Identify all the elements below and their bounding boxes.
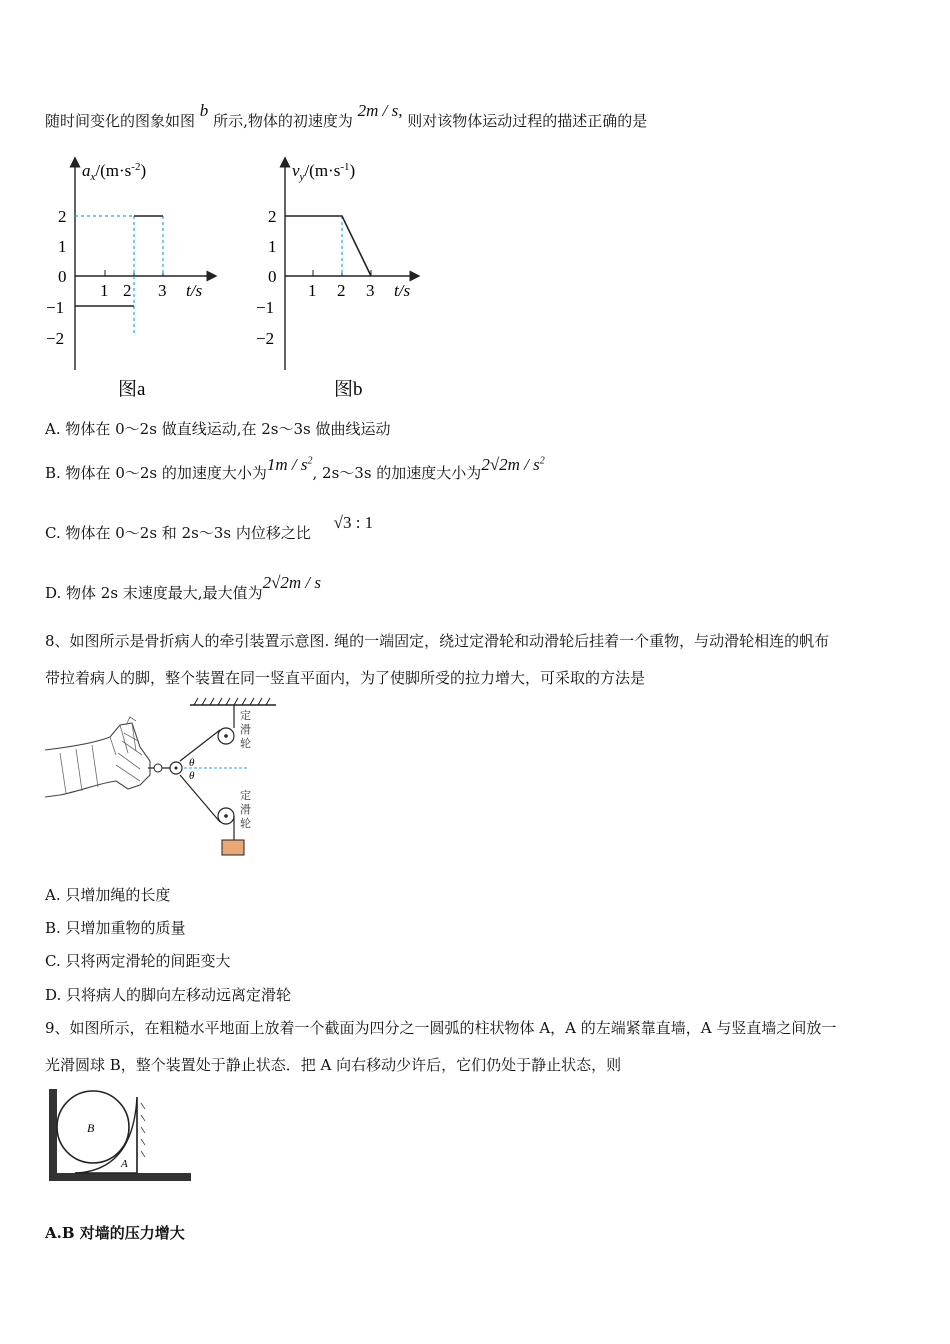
- graph-b-xtick: 2: [337, 281, 346, 300]
- q8-option-c: C. 只将两定滑轮的间距变大: [45, 952, 231, 970]
- graph-b-caption: 图b: [334, 379, 363, 400]
- q7-intro: [45, 101, 648, 131]
- graph-b-ytick: 1: [268, 237, 277, 256]
- q7-option-b-text-2: , 2s～3s 的加速度大小为: [312, 464, 482, 482]
- q7-option-c: [45, 513, 374, 543]
- ball-b-label: B: [87, 1121, 95, 1135]
- graph-b-ytick: 0: [268, 267, 277, 286]
- q7-intro-speed: 2m / s,: [357, 101, 403, 120]
- graph-b-xlabel: t/s: [394, 281, 411, 300]
- weight-block: [222, 840, 244, 855]
- q7-option-a: A. 物体在 0～2s 做直线运动,在 2s～3s 做曲线运动: [45, 420, 391, 438]
- q9-option-a: A.B 对墙的压力增大: [45, 1224, 185, 1242]
- ground: [49, 1173, 191, 1181]
- graph-a-xtick: 2: [123, 281, 132, 300]
- q7-option-c-text: C. 物体在 0～2s 和 2s～3s 内位移之比: [45, 524, 311, 542]
- graph-a: [40, 150, 230, 405]
- graph-b-ytick: −1: [256, 298, 275, 317]
- lower-pulley-label: 滑: [240, 804, 251, 816]
- traction-diagram: [40, 695, 280, 865]
- graph-a-ytick: 1: [58, 237, 67, 256]
- graph-a-caption: 图a: [118, 379, 146, 400]
- q7-intro-d: 则对该物体运动过程的描述正确的是: [407, 112, 648, 130]
- lower-pulley-label: 定: [240, 790, 251, 802]
- q7-option-d-text: D. 物体 2s 末速度最大,最大值为: [45, 584, 263, 602]
- graph-b-line: [285, 216, 371, 276]
- q7-option-b-math-2: $2√2m / s^2$: [481, 455, 545, 474]
- graph-b-ytick: −2: [256, 329, 275, 348]
- q7-option-c-math: √3 : 1: [333, 513, 374, 532]
- graph-a-xlabel: t/s: [186, 281, 203, 300]
- q7-intro-a: 随时间变化的图象如图: [45, 112, 196, 130]
- q9-stem-line-2: 光滑圆球 B，整个装置处于静止状态．把 A 向右移动少许后，它们仍处于静止状态，则: [45, 1056, 622, 1074]
- graph-b-xtick: 3: [366, 281, 375, 300]
- graph-a-xtick: 1: [100, 281, 109, 300]
- graph-b-ytick: 2: [268, 207, 277, 226]
- upper-pulley-label: 滑: [240, 724, 251, 736]
- graph-b: [250, 150, 440, 405]
- q8-option-b: B. 只增加重物的质量: [45, 919, 186, 937]
- theta-label: θ: [189, 757, 195, 769]
- block-a-label: A: [121, 1158, 128, 1170]
- q7-option-b-text: B. 物体在 0～2s 的加速度大小为: [45, 464, 267, 482]
- upper-pulley-label: 定: [240, 710, 251, 722]
- q7-intro-b-letter: b: [199, 101, 209, 120]
- q7-option-d-math: 2√2m / s: [262, 573, 322, 592]
- graph-a-ytick: 0: [58, 267, 67, 286]
- graph-b-ylabel: $v_y/(m\cdot s^{-1})$: [292, 161, 356, 183]
- q8-option-d: D. 只将病人的脚向左移动远离定滑轮: [45, 986, 292, 1004]
- graph-b-xtick: 1: [308, 281, 317, 300]
- graph-a-ylabel: $a_x/(m\cdot s^{-2})$: [82, 161, 147, 183]
- graph-a-ytick: −2: [46, 329, 65, 348]
- wall: [49, 1089, 57, 1179]
- q7-option-d: [45, 573, 322, 603]
- q7-option-b: [45, 455, 545, 483]
- lower-pulley-label: 轮: [240, 818, 251, 830]
- q8-option-a: A. 只增加绳的长度: [45, 886, 171, 904]
- graph-a-xtick: 3: [158, 281, 167, 300]
- graph-a-ytick: −1: [46, 298, 65, 317]
- upper-pulley-label: 轮: [240, 738, 251, 750]
- q8-stem-line-1: 8、如图所示是骨折病人的牵引装置示意图. 绳的一端固定，绕过定滑轮和动滑轮后挂着一个重物，与动滑轮相连的帆布: [45, 632, 830, 650]
- graph-a-ytick: 2: [58, 207, 67, 226]
- q7-option-b-math-1: $1m / s^2$: [266, 455, 313, 474]
- q8-stem-line-2: 带拉着病人的脚，整个装置在同一竖直平面内，为了使脚所受的拉力增大，可采取的方法是: [45, 669, 646, 687]
- q7-intro-c: 所示,物体的初速度为: [213, 112, 353, 130]
- theta-label: θ: [189, 770, 195, 782]
- wall-ball-diagram: [45, 1085, 195, 1190]
- q9-stem-line-1: 9、如图所示，在粗糙水平地面上放着一个截面为四分之一圆弧的柱状物体 A，A 的左端紧靠直墙，A 与竖直墙之间放一: [45, 1019, 837, 1037]
